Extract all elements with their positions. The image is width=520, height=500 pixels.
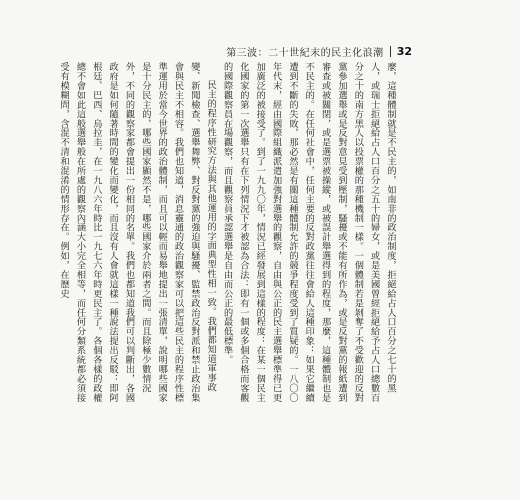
chapter-title: 第三波：二十世紀末的民主化浪潮 [226, 48, 384, 59]
paragraph: 民主的程序性研究方法與其他運用的字面典型性相一致。我們都知道軍事政變、新聞檢查、選舉舞弊、對反對黨的強迫與騷擾、監禁政治反對派和禁止政治集會與民主不相容。我們也知道，消息靈通的政治觀察家可以把這些民主的程序性標準運用於當今世界的政治體制，而且可以輕而易舉地提出一張清單，說明哪些國家是十分民主的，哪些國家顯然不是，哪些國家介於兩者之間。而且除極少數情況外，不同的觀察家都會提出一份相同的名單。我們也都知道我們可以判斷出，各國政府是如何隨著時間的變化而變化，而且沒有人會就這樣一種說法提出反駁：即阿根廷、巴西、烏拉圭，在一九八六年時比一九七六年時更民主了。各個各樣的政權總不會如此這般選舉般在所處的觀察內涵大小完全相等，而任何分類系統都必須接受有模糊問，含混不清和混淆的情形存在。例如，在歷史 [58, 62, 217, 403]
paragraph-continuation: 麼，這種體制就是不民主的，如南非的政治制度，拒絕給占人口百分之七十的黑人，或瑞士拒絕給占人口百分之五十的婦女，或是美國曾經拒絕給予占人口總數百分之十的南方黑人以投票權的那種機制一樣。一個體制若是剝奪了不受歡迎的反對黨參加選舉或是反對意見受到壓制，騷擾或不能有所作為，或是反對黨的報紙遭到審查或被關閉，或是選票被操縱，或被誤計舉選得到的程度，那麼，這種體制也是不民主的。在任何社會中，任何主要的反對政黨往往會給人這種印象：如果它繼續遭到不斷的失敗，那必然是有關這種體制允許的競爭程度受到了質疑的。一八〇〇年代末，經由國際組織派遣加強對選舉的觀察，自由與公正的民主選舉標準得已更加廣泛的被接受了。到了一九九〇年，情況已經發展到這樣的程度：在某一個民主化國家的第一次選舉只有在下列情況下才被認為合法：即有一個或多個合格而客觀的國際觀察員在場觀察，而且觀察員承認選舉是自由而公正的最低標準。 [221, 62, 396, 403]
header-divider [390, 46, 391, 57]
running-header [226, 44, 412, 59]
page-number: 32 [396, 45, 412, 58]
body-text [58, 62, 398, 404]
